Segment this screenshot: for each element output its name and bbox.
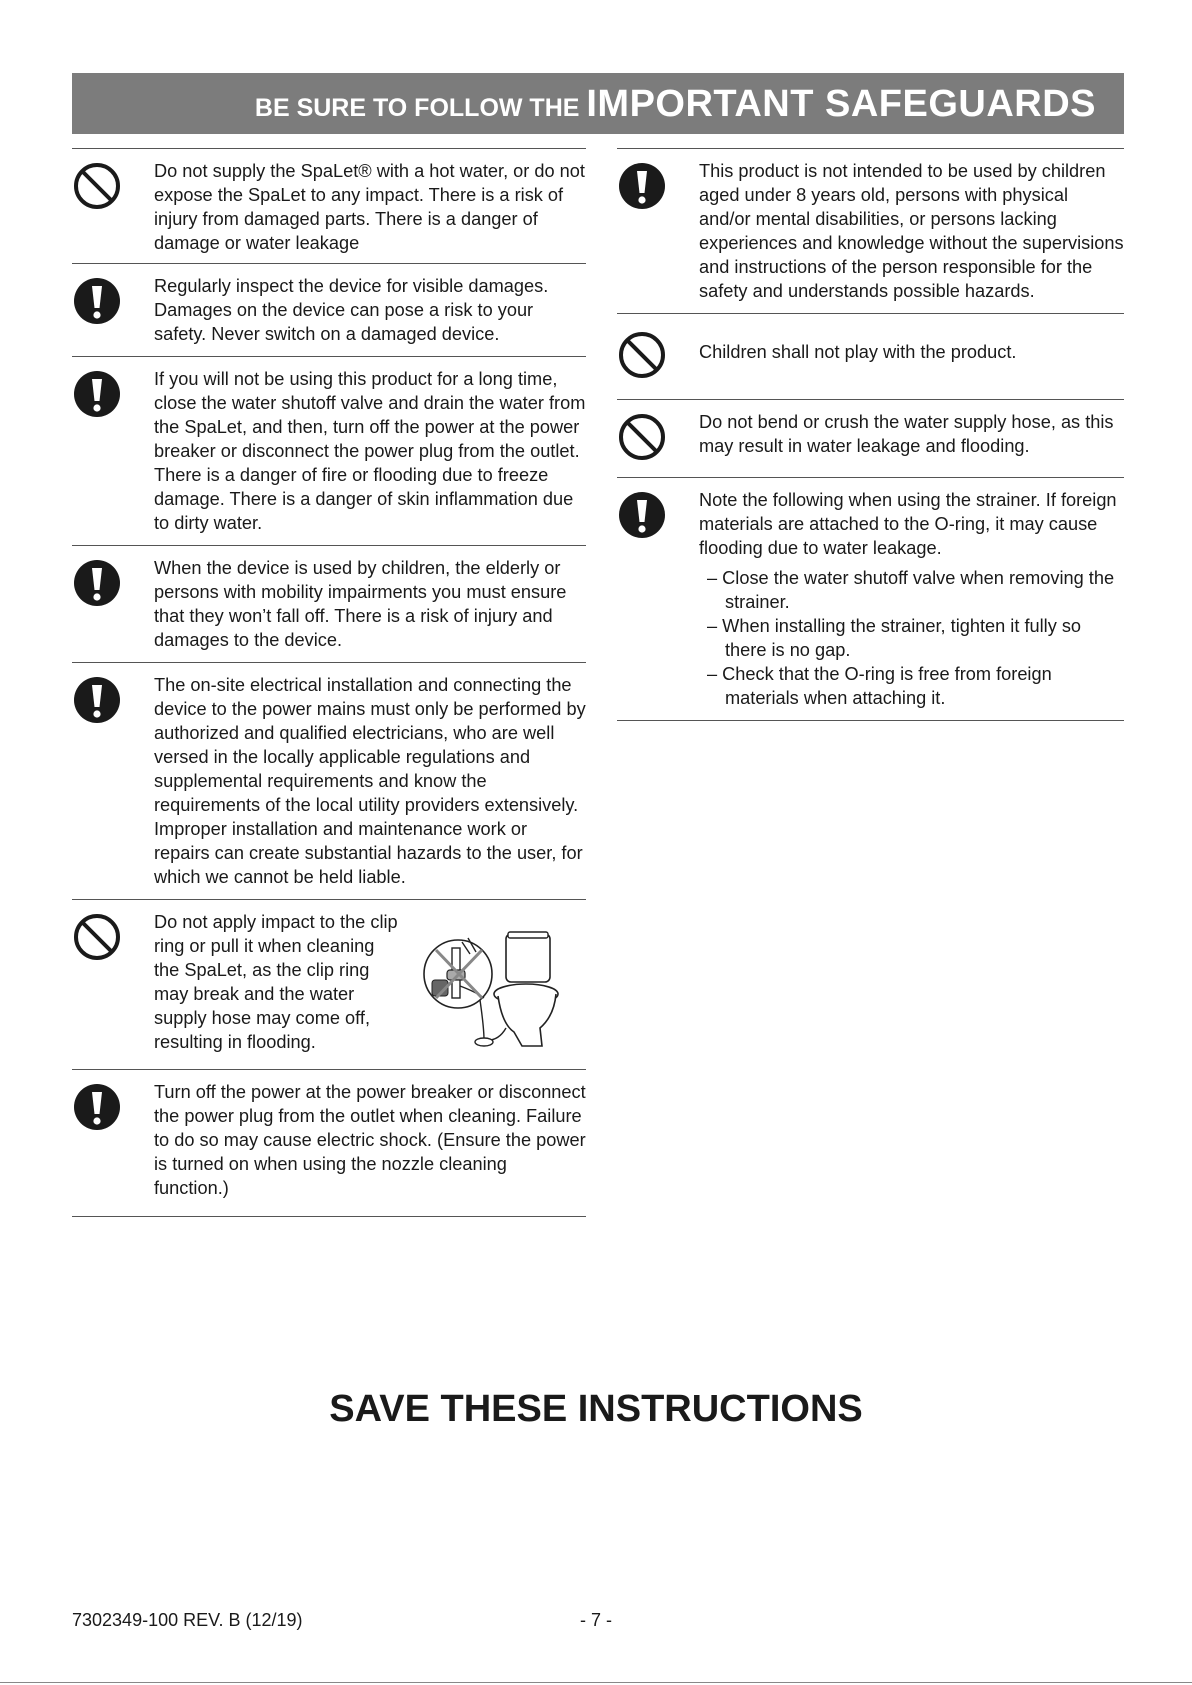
- header-small-text: BE SURE TO FOLLOW THE: [254, 94, 587, 122]
- list-item: – Check that the O-ring is free from foreign materials when attaching it.: [707, 664, 1052, 708]
- safeguard-text: Regularly inspect the device for visible damages. Damages on the device can pose a risk to your safety. Never switch on a damaged device.: [154, 276, 549, 344]
- document-number: 7302349-100 REV. B (12/19): [72, 1610, 303, 1630]
- safeguard-text: This product is not intended to be used by children aged under 8 years old, persons with physical and/or mental disabilities, or persons lacking experiences and knowledge without the supervisions and instructions of the person responsible for the safety and understands possible hazards.: [699, 161, 1124, 301]
- safeguard-text: Children shall not play with the product.: [699, 342, 1017, 362]
- mandatory-action-icon: [72, 369, 122, 424]
- safeguard-text: When the device is used by children, the elderly or persons with mobility impairments you must ensure that they won’t fall off. There is a risk of injury and damages to the device.: [154, 558, 567, 650]
- safeguard-item: [617, 313, 1124, 399]
- save-instructions-heading: SAVE THESE INSTRUCTIONS: [329, 1388, 863, 1430]
- mandatory-action-icon: [72, 675, 122, 730]
- left-column: [72, 148, 586, 1217]
- safeguard-item: [72, 545, 586, 662]
- prohibition-icon: [72, 912, 122, 967]
- safeguard-item: [617, 477, 1124, 721]
- safeguard-text: Do not bend or crush the water supply hose, as this may result in water leakage and flooding.: [699, 412, 1114, 456]
- mandatory-action-icon: [617, 490, 667, 545]
- page-number: - 7 -: [579, 1610, 612, 1630]
- safeguard-item: [617, 148, 1124, 313]
- header-large-text: IMPORTANT SAFEGUARDS: [586, 83, 1096, 125]
- safeguard-item: [617, 399, 1124, 477]
- prohibition-icon: [72, 161, 122, 216]
- safeguard-item: [72, 1069, 586, 1217]
- safeguard-item: [72, 263, 586, 356]
- safeguard-text: Turn off the power at the power breaker or disconnect the power plug from the outlet when cleaning. Failure to do so may cause electric shock. (Ensure the power is turned on when using the nozzle cleaning function.): [154, 1082, 586, 1198]
- mandatory-action-icon: [617, 161, 667, 216]
- strainer-steps-list: [707, 566, 1124, 710]
- bottom-divider: [0, 1682, 1192, 1683]
- toilet-clip-ring-illustration: [418, 928, 568, 1059]
- mandatory-action-icon: [72, 276, 122, 331]
- header-title: [255, 83, 1096, 126]
- header-banner: [72, 73, 1124, 134]
- prohibition-icon: [617, 412, 667, 467]
- prohibition-icon: [617, 330, 667, 385]
- list-item: – When installing the strainer, tighten it fully so there is no gap.: [707, 616, 1082, 660]
- safeguard-item: [72, 148, 586, 263]
- right-column: [617, 148, 1124, 721]
- safeguard-text: Note the following when using the strainer. If foreign materials are attached to the O-ring, it may cause flooding due to water leakage.: [699, 490, 1117, 558]
- safeguard-text: Do not apply impact to the clip ring or pull it when cleaning the SpaLet, as the clip ring may break and the water supply hose may come off, resulting in flooding.: [154, 912, 398, 1052]
- safeguard-item: [72, 662, 586, 899]
- mandatory-action-icon: [72, 558, 122, 613]
- safeguard-text: The on-site electrical installation and connecting the device to the power mains must only be performed by authorized and qualified electricians, who are well versed in the locally applicable regulations and supplemental requirements and know the requirements of the local utility providers extensively. Improper installation and maintenance work or repairs can create substantial hazards to the user, for which we cannot be held liable.: [154, 675, 586, 887]
- list-item: – Close the water shutoff valve when removing the strainer.: [707, 568, 1115, 612]
- safeguard-text: If you will not be using this product for a long time, close the water shutoff valve and drain the water from the SpaLet, and then, turn off the power at the power breaker or disconnect the power plug from the outlet. There is a danger of fire or flooding due to freeze damage. There is a danger of skin inflammation due to dirty water.: [154, 369, 586, 533]
- safeguard-item: [72, 356, 586, 545]
- safeguard-item: [72, 899, 586, 1069]
- safeguard-text: Do not supply the SpaLet® with a hot water, or do not expose the SpaLet to any impact. There is a risk of injury from damaged parts. There is a danger of damage or water leakage: [154, 161, 585, 253]
- mandatory-action-icon: [72, 1082, 122, 1137]
